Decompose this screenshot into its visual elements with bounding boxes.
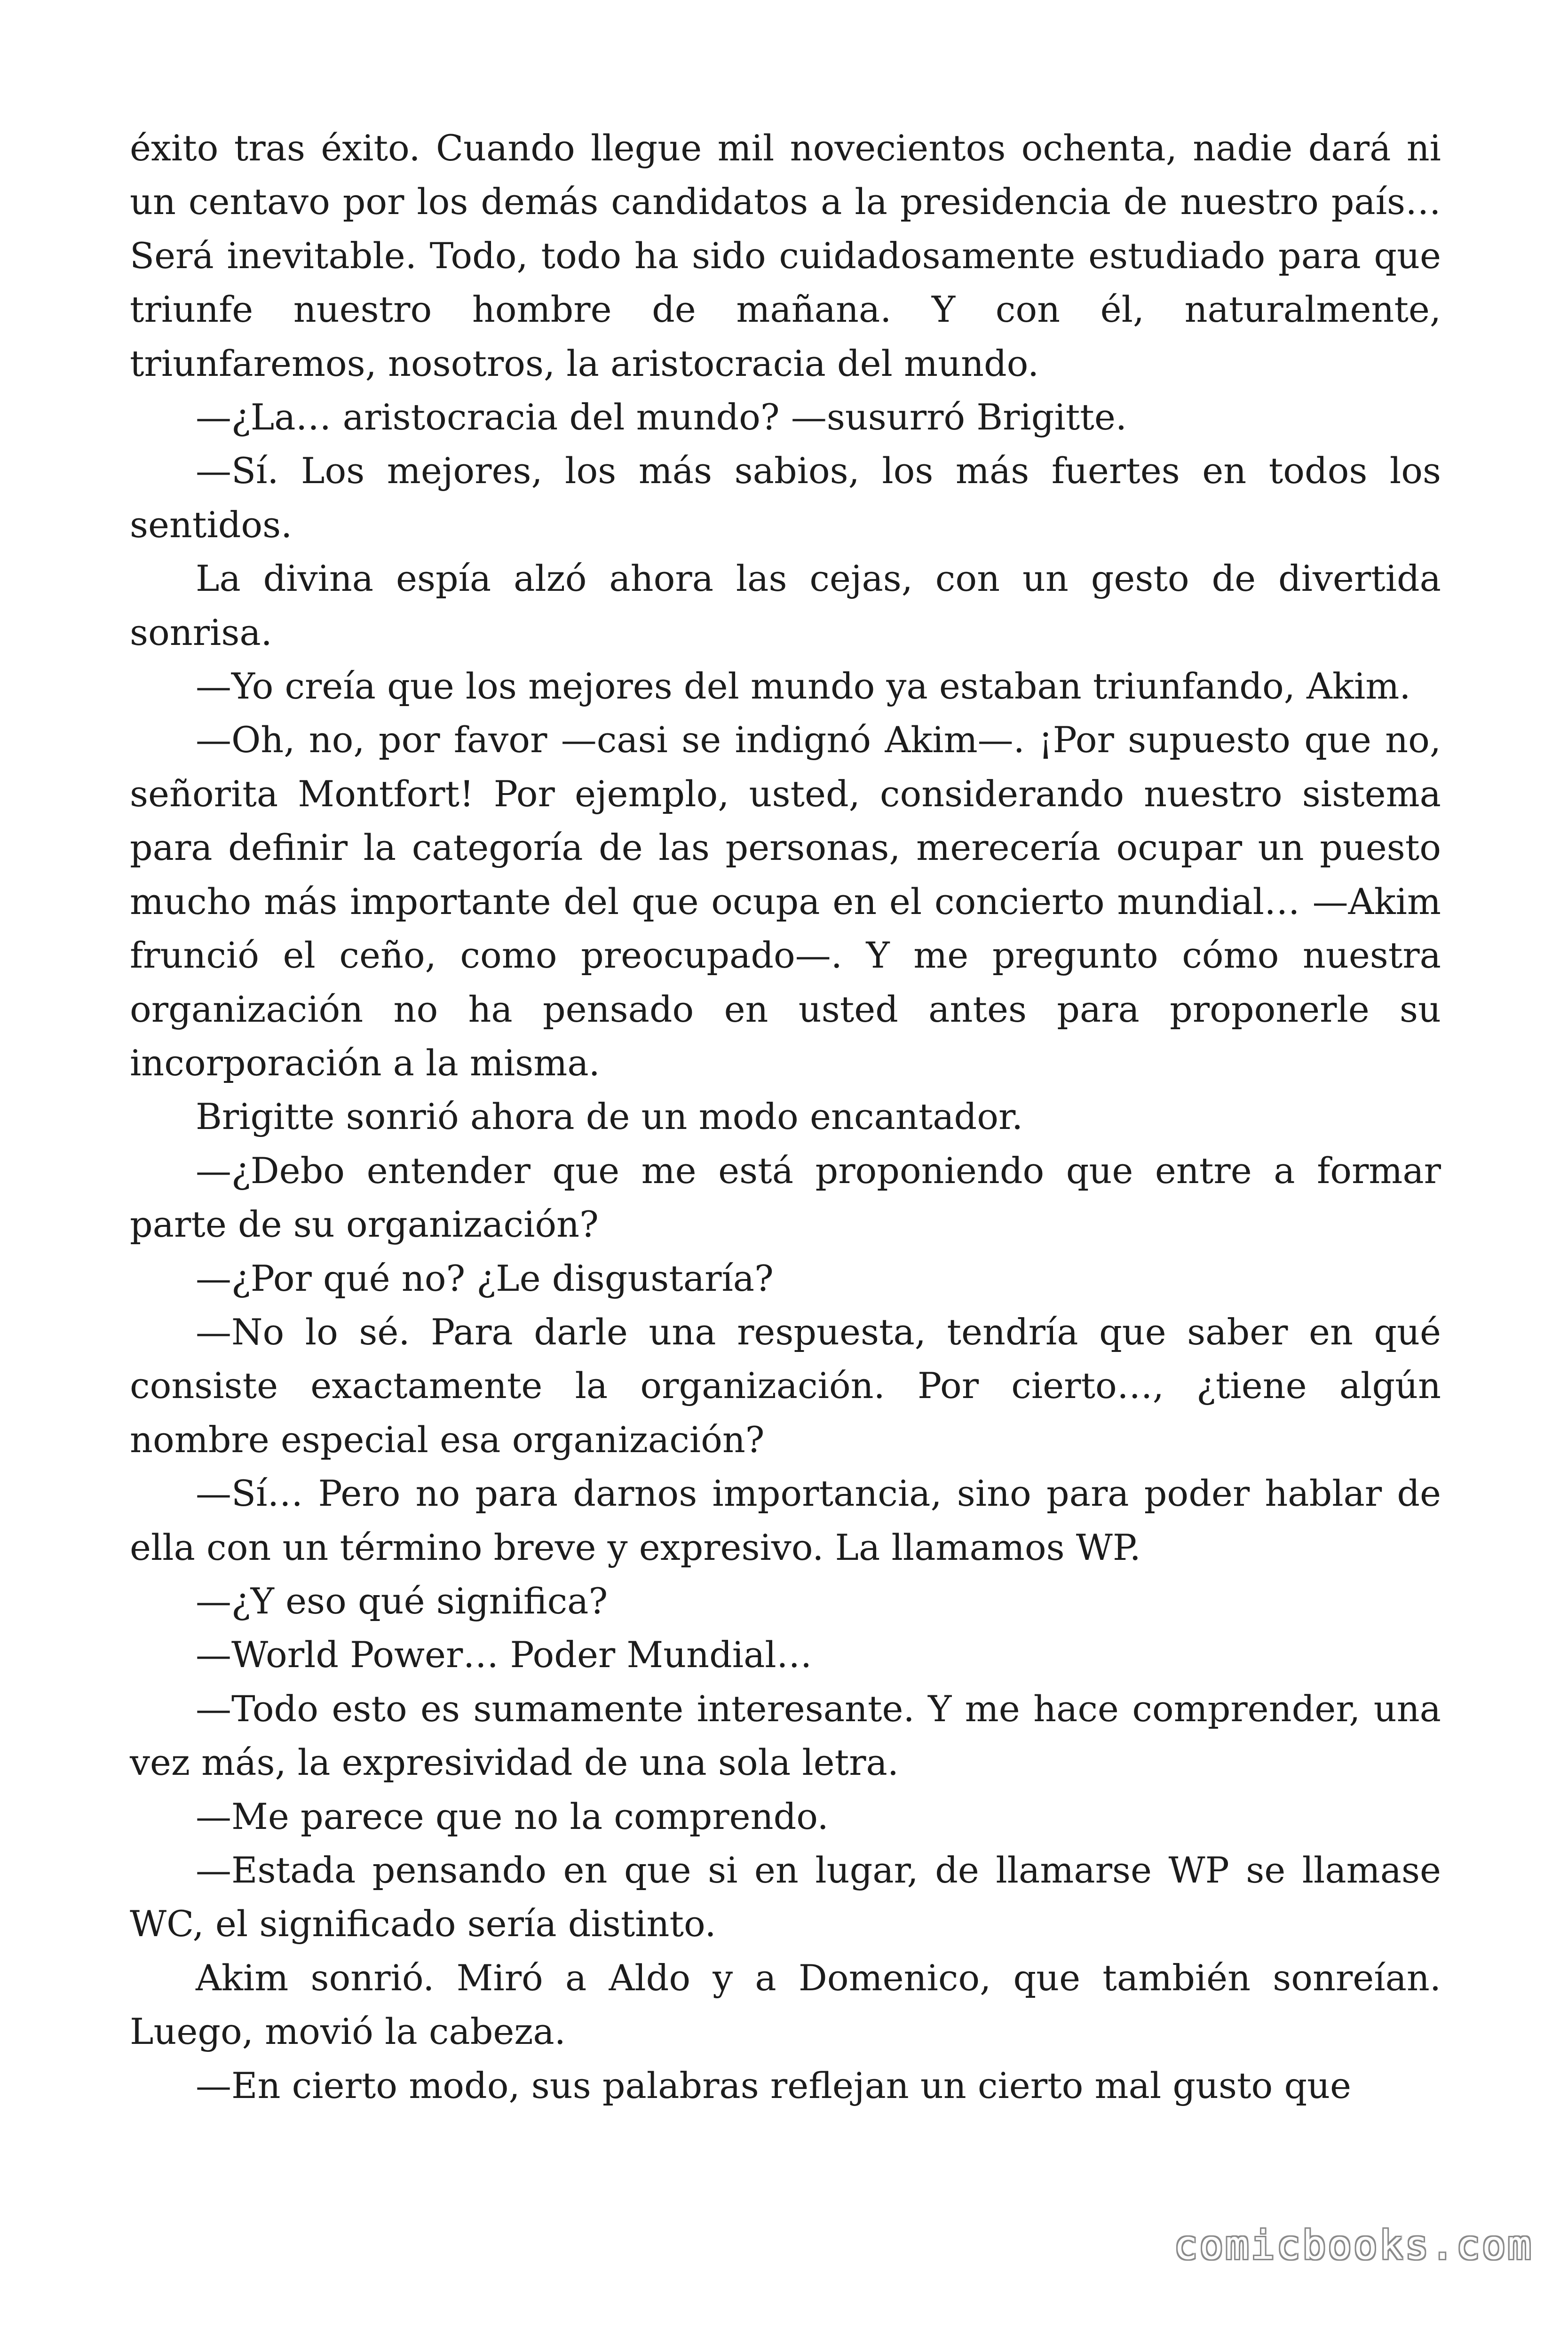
paragraph: —Me parece que no la comprendo. xyxy=(196,1795,829,1837)
page-text xyxy=(130,121,1441,2113)
paragraph: —Todo esto es sumamente interesante. Y me hace comprender, una vez más, la expresividad de una sola letra. xyxy=(130,1687,1441,1784)
paragraph: éxito tras éxito. Cuando llegue mil novecientos ochenta, nadie dará ni un centavo por los demás candidatos a la presidencia de nuestro país… Será inevitable. Todo, todo ha sido cuidadosamente estudiado para que triunfe nuestro hombre de mañana. Y con él, naturalmente, triunfaremos, nosotros, la aristocracia del mundo. xyxy=(130,127,1441,384)
paragraph: —Oh, no, por favor —casi se indignó Akim—. ¡Por supuesto que no, señorita Montfort! Por ejemplo, usted, considerando nuestro sistema para definir la categoría de las personas, merecería ocupar un puesto mucho más importante del que ocupa en el concierto mundial… —Akim frunció el ceño, como preocupado—. Y me pregunto cómo nuestra organización no ha pensado en usted antes para proponerle su incorporación a la misma. xyxy=(130,719,1441,1084)
paragraph: —¿La… aristocracia del mundo? —susurró Brigitte. xyxy=(196,396,1127,438)
paragraph: Brigitte sonrió ahora de un modo encantador. xyxy=(196,1096,1023,1138)
paragraph: Akim sonrió. Miró a Aldo y a Domenico, que también sonreían. Luego, movió la cabeza. xyxy=(130,1956,1441,2053)
paragraph: —Estada pensando en que si en lugar, de llamarse WP se llamase WC, el significado sería distinto. xyxy=(130,1849,1441,1945)
paragraph: —Sí. Los mejores, los más sabios, los más fuertes en todos los sentidos. xyxy=(130,450,1441,546)
paragraph: —¿Y eso qué significa? xyxy=(196,1580,608,1622)
paragraph: La divina espía alzó ahora las cejas, con un gesto de divertida sonrisa. xyxy=(130,557,1441,653)
paragraph: —World Power… Poder Mundial… xyxy=(196,1634,812,1676)
paragraph: —En cierto modo, sus palabras reflejan un cierto mal gusto que xyxy=(196,2064,1352,2106)
paragraph: —¿Por qué no? ¿Le disgustaría? xyxy=(196,1257,774,1299)
paragraph: —¿Debo entender que me está proponiendo que entre a formar parte de su organización? xyxy=(130,1149,1441,1246)
paragraph: —Yo creía que los mejores del mundo ya estaban triunfando, Akim. xyxy=(196,665,1411,707)
paragraph: —No lo sé. Para darle una respuesta, tendría que saber en qué consiste exactamente la organización. Por cierto…, ¿tiene algún nombre especial esa organización? xyxy=(130,1311,1441,1461)
paragraph: —Sí… Pero no para darnos importancia, sino para poder hablar de ella con un término breve y expresivo. La llamamos WP. xyxy=(130,1472,1441,1568)
watermark: comicbooks.com xyxy=(1173,2222,1533,2268)
